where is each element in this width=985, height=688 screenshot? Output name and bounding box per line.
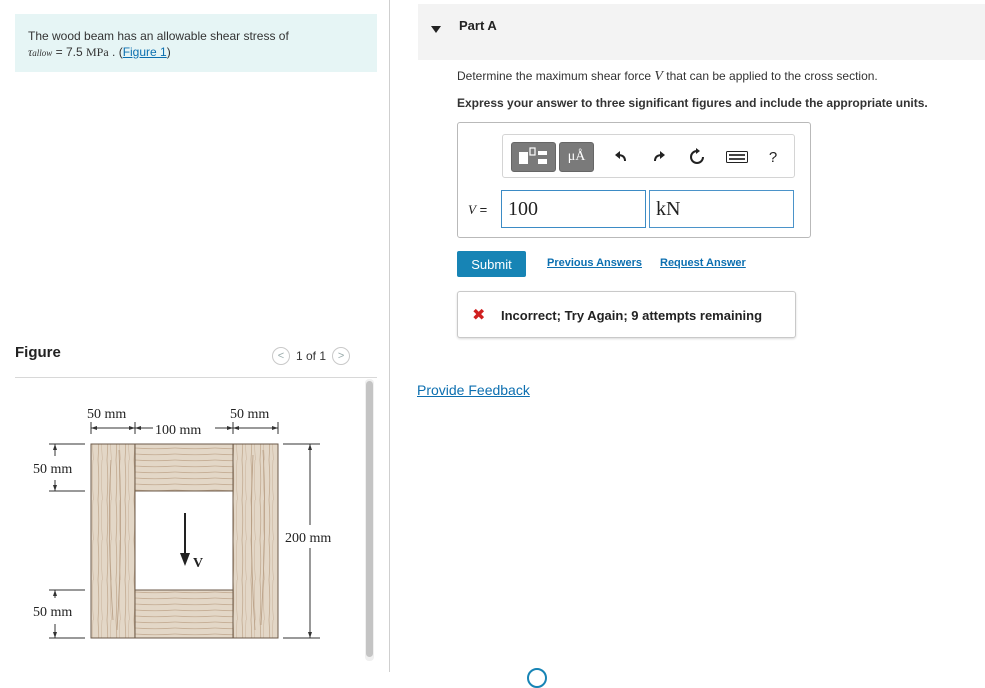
tau-unit: MPa <box>86 45 109 59</box>
instruction-text: Express your answer to three significant figures and include the appropriate units. <box>457 96 928 110</box>
question-text <box>457 69 878 85</box>
next-figure-button[interactable] <box>332 347 350 365</box>
dim-left-top: 50 mm <box>33 462 73 477</box>
dim-top-middle: 100 mm <box>155 423 202 438</box>
redo-icon[interactable] <box>649 147 669 167</box>
figure-scroll-thumb[interactable] <box>366 381 373 657</box>
panel-divider <box>389 0 390 672</box>
part-a-header[interactable] <box>418 4 985 60</box>
loading-spinner-icon <box>527 668 547 688</box>
reset-icon[interactable] <box>687 147 707 167</box>
problem-statement <box>15 14 377 72</box>
undo-icon[interactable] <box>611 147 631 167</box>
answer-variable: V <box>468 202 476 217</box>
previous-answers-link[interactable]: Previous Answers <box>547 257 642 269</box>
problem-text: The wood beam has an allowable shear stress of <box>28 29 289 43</box>
question-suffix: that can be applied to the cross section. <box>662 69 878 83</box>
tau-subscript: allow <box>32 48 53 58</box>
figure-link[interactable]: Figure 1 <box>122 45 167 59</box>
keyboard-icon[interactable] <box>725 147 749 167</box>
right-board <box>233 444 278 638</box>
value-input[interactable]: 100 <box>501 190 646 228</box>
answer-box <box>457 122 811 238</box>
top-board <box>135 444 233 491</box>
part-a-title: Part A <box>459 18 497 33</box>
dim-left-bottom: 50 mm <box>33 605 73 620</box>
dim-top-right: 50 mm <box>230 407 270 422</box>
beam-cross-section-figure <box>15 380 363 665</box>
math-toolbar <box>502 134 795 178</box>
dim-right: 200 mm <box>285 531 332 546</box>
request-answer-link[interactable]: Request Answer <box>660 257 746 269</box>
left-board <box>91 444 135 638</box>
provide-feedback-link[interactable]: Provide Feedback <box>417 382 530 398</box>
incorrect-x-icon: ✖ <box>472 307 486 324</box>
after-unit: . ( <box>108 45 123 59</box>
figure-heading: Figure <box>15 344 61 361</box>
prev-figure-button[interactable] <box>272 347 290 365</box>
tau-symbol: τ <box>28 45 33 59</box>
templates-button[interactable] <box>511 142 556 172</box>
units-input[interactable]: kN <box>649 190 794 228</box>
figure-pager <box>272 346 350 366</box>
pager-text: 1 of 1 <box>296 349 327 363</box>
help-icon[interactable]: ? <box>768 148 778 166</box>
close-paren: ) <box>166 45 171 59</box>
tau-value: = 7.5 <box>52 45 87 59</box>
collapse-triangle-icon[interactable] <box>431 26 441 33</box>
answer-label <box>468 202 487 218</box>
figure-top-rule <box>15 377 377 378</box>
bottom-board <box>135 590 233 638</box>
force-label: V <box>193 556 204 571</box>
dim-top-left: 50 mm <box>87 407 127 422</box>
answer-equals: = <box>475 202 488 217</box>
feedback-message <box>457 291 796 338</box>
figure-scrollbar[interactable] <box>365 379 374 661</box>
chevron-right-icon: > <box>337 350 345 362</box>
question-symbol: V <box>654 69 663 84</box>
answer-row <box>468 190 798 228</box>
submit-button[interactable]: Submit <box>457 251 526 277</box>
feedback-text: Incorrect; Try Again; 9 attempts remaining <box>501 308 763 323</box>
chevron-left-icon: < <box>277 350 285 362</box>
units-button[interactable]: μÅ <box>559 142 594 172</box>
templates-icon <box>512 143 555 171</box>
question-prefix: Determine the maximum shear force <box>457 69 655 83</box>
